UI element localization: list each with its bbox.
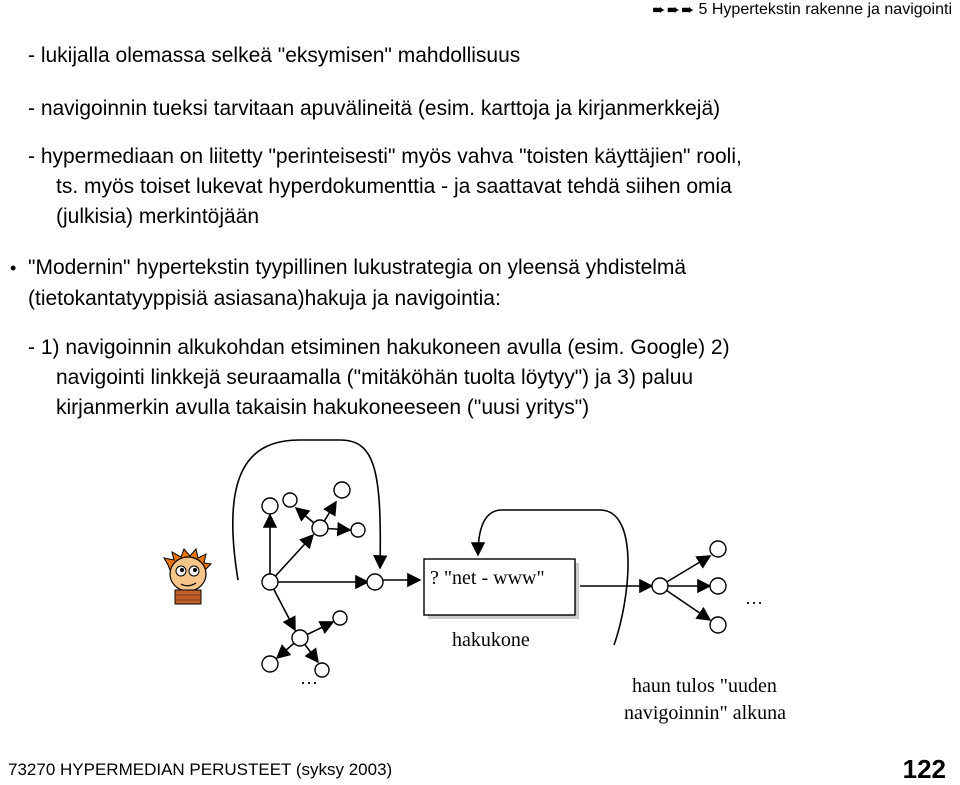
text-line-1: - lukijalla olemassa selkeä "eksymisen" mahdollisuus <box>28 44 521 67</box>
search-engine-label: hakukone <box>452 629 530 651</box>
text-line-4: ts. myös toiset lukevat hyperdokumenttia - ja saattavat tehdä siihen omia <box>56 175 732 198</box>
text-line-2: - navigoinnin tueksi tarvitaan apuvälineitä (esim. karttoja ja kirjanmerkkejä) <box>28 97 721 120</box>
result-label-line2: navigoinnin" alkuna <box>624 702 787 724</box>
course-footer: 73270 HYPERMEDIAN PERUSTEET (syksy 2003) <box>8 760 393 779</box>
ellipsis-right: … <box>745 588 763 608</box>
text-line-10: kirjanmerkin avulla takaisin hakukoneeseen ("uusi yritys") <box>56 396 590 419</box>
text-line-6: "Modernin" hypertekstin tyypillinen lukustrategia on yleensä yhdistelmä <box>28 256 687 279</box>
arrow-icons: ➨➨➨ <box>652 2 696 19</box>
result-label-line1: haun tulos "uuden <box>632 675 777 697</box>
text-line-8: - 1) navigoinnin alkukohdan etsiminen hakukoneen avulla (esim. Google) 2) <box>28 336 730 359</box>
text-line-3: - hypermediaan on liitetty "perinteisesti" myös vahva "toisten käyttäjien" rooli, <box>28 145 742 168</box>
text-line-9: navigointi linkkejä seuraamalla ("mitäköhän tuolta löytyy") ja 3) paluu <box>56 366 694 389</box>
ellipsis-left: … <box>300 668 318 688</box>
bullet-icon: • <box>10 258 17 278</box>
bookmark-curve-left <box>233 440 381 580</box>
search-box-text: ? "net - www" <box>430 567 545 589</box>
user-cartoon-icon <box>164 549 211 604</box>
page-number: 122 <box>902 754 946 784</box>
section-title: 5 Hypertekstin rakenne ja navigointi <box>698 1 952 18</box>
text-line-7: (tietokantatyyppisiä asiasana)hakuja ja navigointia: <box>28 287 501 310</box>
text-line-5: (julkisia) merkintöjään <box>56 205 260 228</box>
